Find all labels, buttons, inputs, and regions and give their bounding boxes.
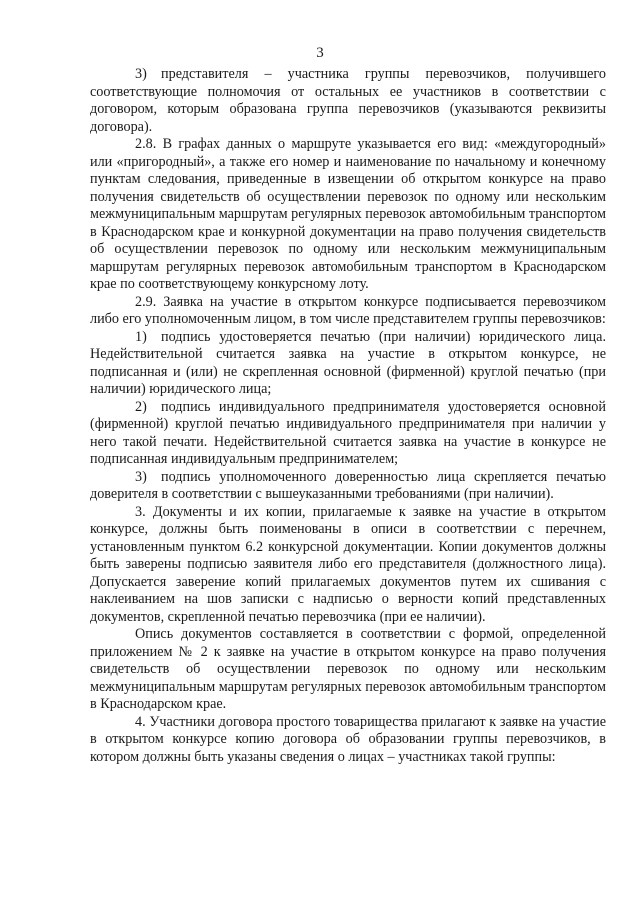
page-number: 3 bbox=[316, 45, 324, 61]
paragraph-representative: 3) представителя – участника группы перевозчиков, получившего соответствующие полномочия от остальных ее участников в соответствии с договором, которым образована группа перевозчиков (указываются реквизиты договора). bbox=[90, 66, 606, 135]
paragraph-legal-entity-signature: 1) подпись удостоверяется печатью (при наличии) юридического лица. Недействительной считается заявка на участие в открытом конкурсе, не подписанная и (или) не скрепленная основной (фирменной) круглой печатью (при наличии) юридического лица; bbox=[90, 328, 606, 397]
paragraph-2-9-signing: 2.9. Заявка на участие в открытом конкурсе подписывается перевозчиком либо его уполномоченным лицом, в том числе представителем группы перевозчиков: bbox=[90, 293, 606, 327]
paragraph-4-partnership: 4. Участники договора простого товарищества прилагают к заявке на участие в открытом конкурсе копию договора об образовании группы перевозчиков, в котором должны быть указаны сведения о лицах – участниках такой группы: bbox=[90, 713, 606, 765]
paragraph-3-documents: 3. Документы и их копии, прилагаемые к заявке на участие в открытом конкурсе, должны быть поименованы в описи в соответствии с перечнем, установленным пунктом 6.2 конкурсной документации. Копии документов должны быть заверены подписью заявителя либо его представителя (должностного лица). Допускается заверение копий прилагаемых документов путем их сшивания с наклеиванием на шов записки с надписью о верности копий представленных документов, скрепленной печатью перевозчика (при ее наличии). bbox=[90, 503, 606, 625]
paragraph-entrepreneur-signature: 2) подпись индивидуального предпринимателя удостоверяется основной (фирменной) круглой печатью индивидуального предпринимателя при наличии у него такой печати. Недействительной считается заявка на участие в конкурсе не подписанная индивидуальным предпринимателем; bbox=[90, 398, 606, 467]
paragraph-inventory: Опись документов составляется в соответствии с формой, определенной приложением № 2 к заявке на участие в открытом конкурсе на право получения свидетельств об осуществлении перевозок по одному или нескольким межмуниципальным маршрутам регулярных перевозок автомобильным транспортом в Краснодарском крае. bbox=[90, 626, 606, 712]
document-body bbox=[90, 66, 606, 766]
paragraph-proxy-signature: 3) подпись уполномоченного доверенностью лица скрепляется печатью доверителя в соответствии с вышеуказанными требованиями (при наличии). bbox=[90, 468, 606, 502]
paragraph-2-8-route-data: 2.8. В графах данных о маршруте указывается его вид: «междугородный» или «пригородный», а также его номер и наименование по начальному и конечному пунктам следования, приведенные в извещении об открытом конкурсе на право получения свидетельств об осуществлении перевозок по одному или нескольким межмуниципальным маршрутам регулярных перевозок автомобильным транспортом в Краснодарском крае и конкурной документации на право получения свидетельств об осуществлении перевозок по одному или нескольким межмуниципальным маршрутам регулярных перевозок автомобильным транспортом в Краснодарском крае по соответствующему конкурсному лоту. bbox=[90, 136, 606, 292]
